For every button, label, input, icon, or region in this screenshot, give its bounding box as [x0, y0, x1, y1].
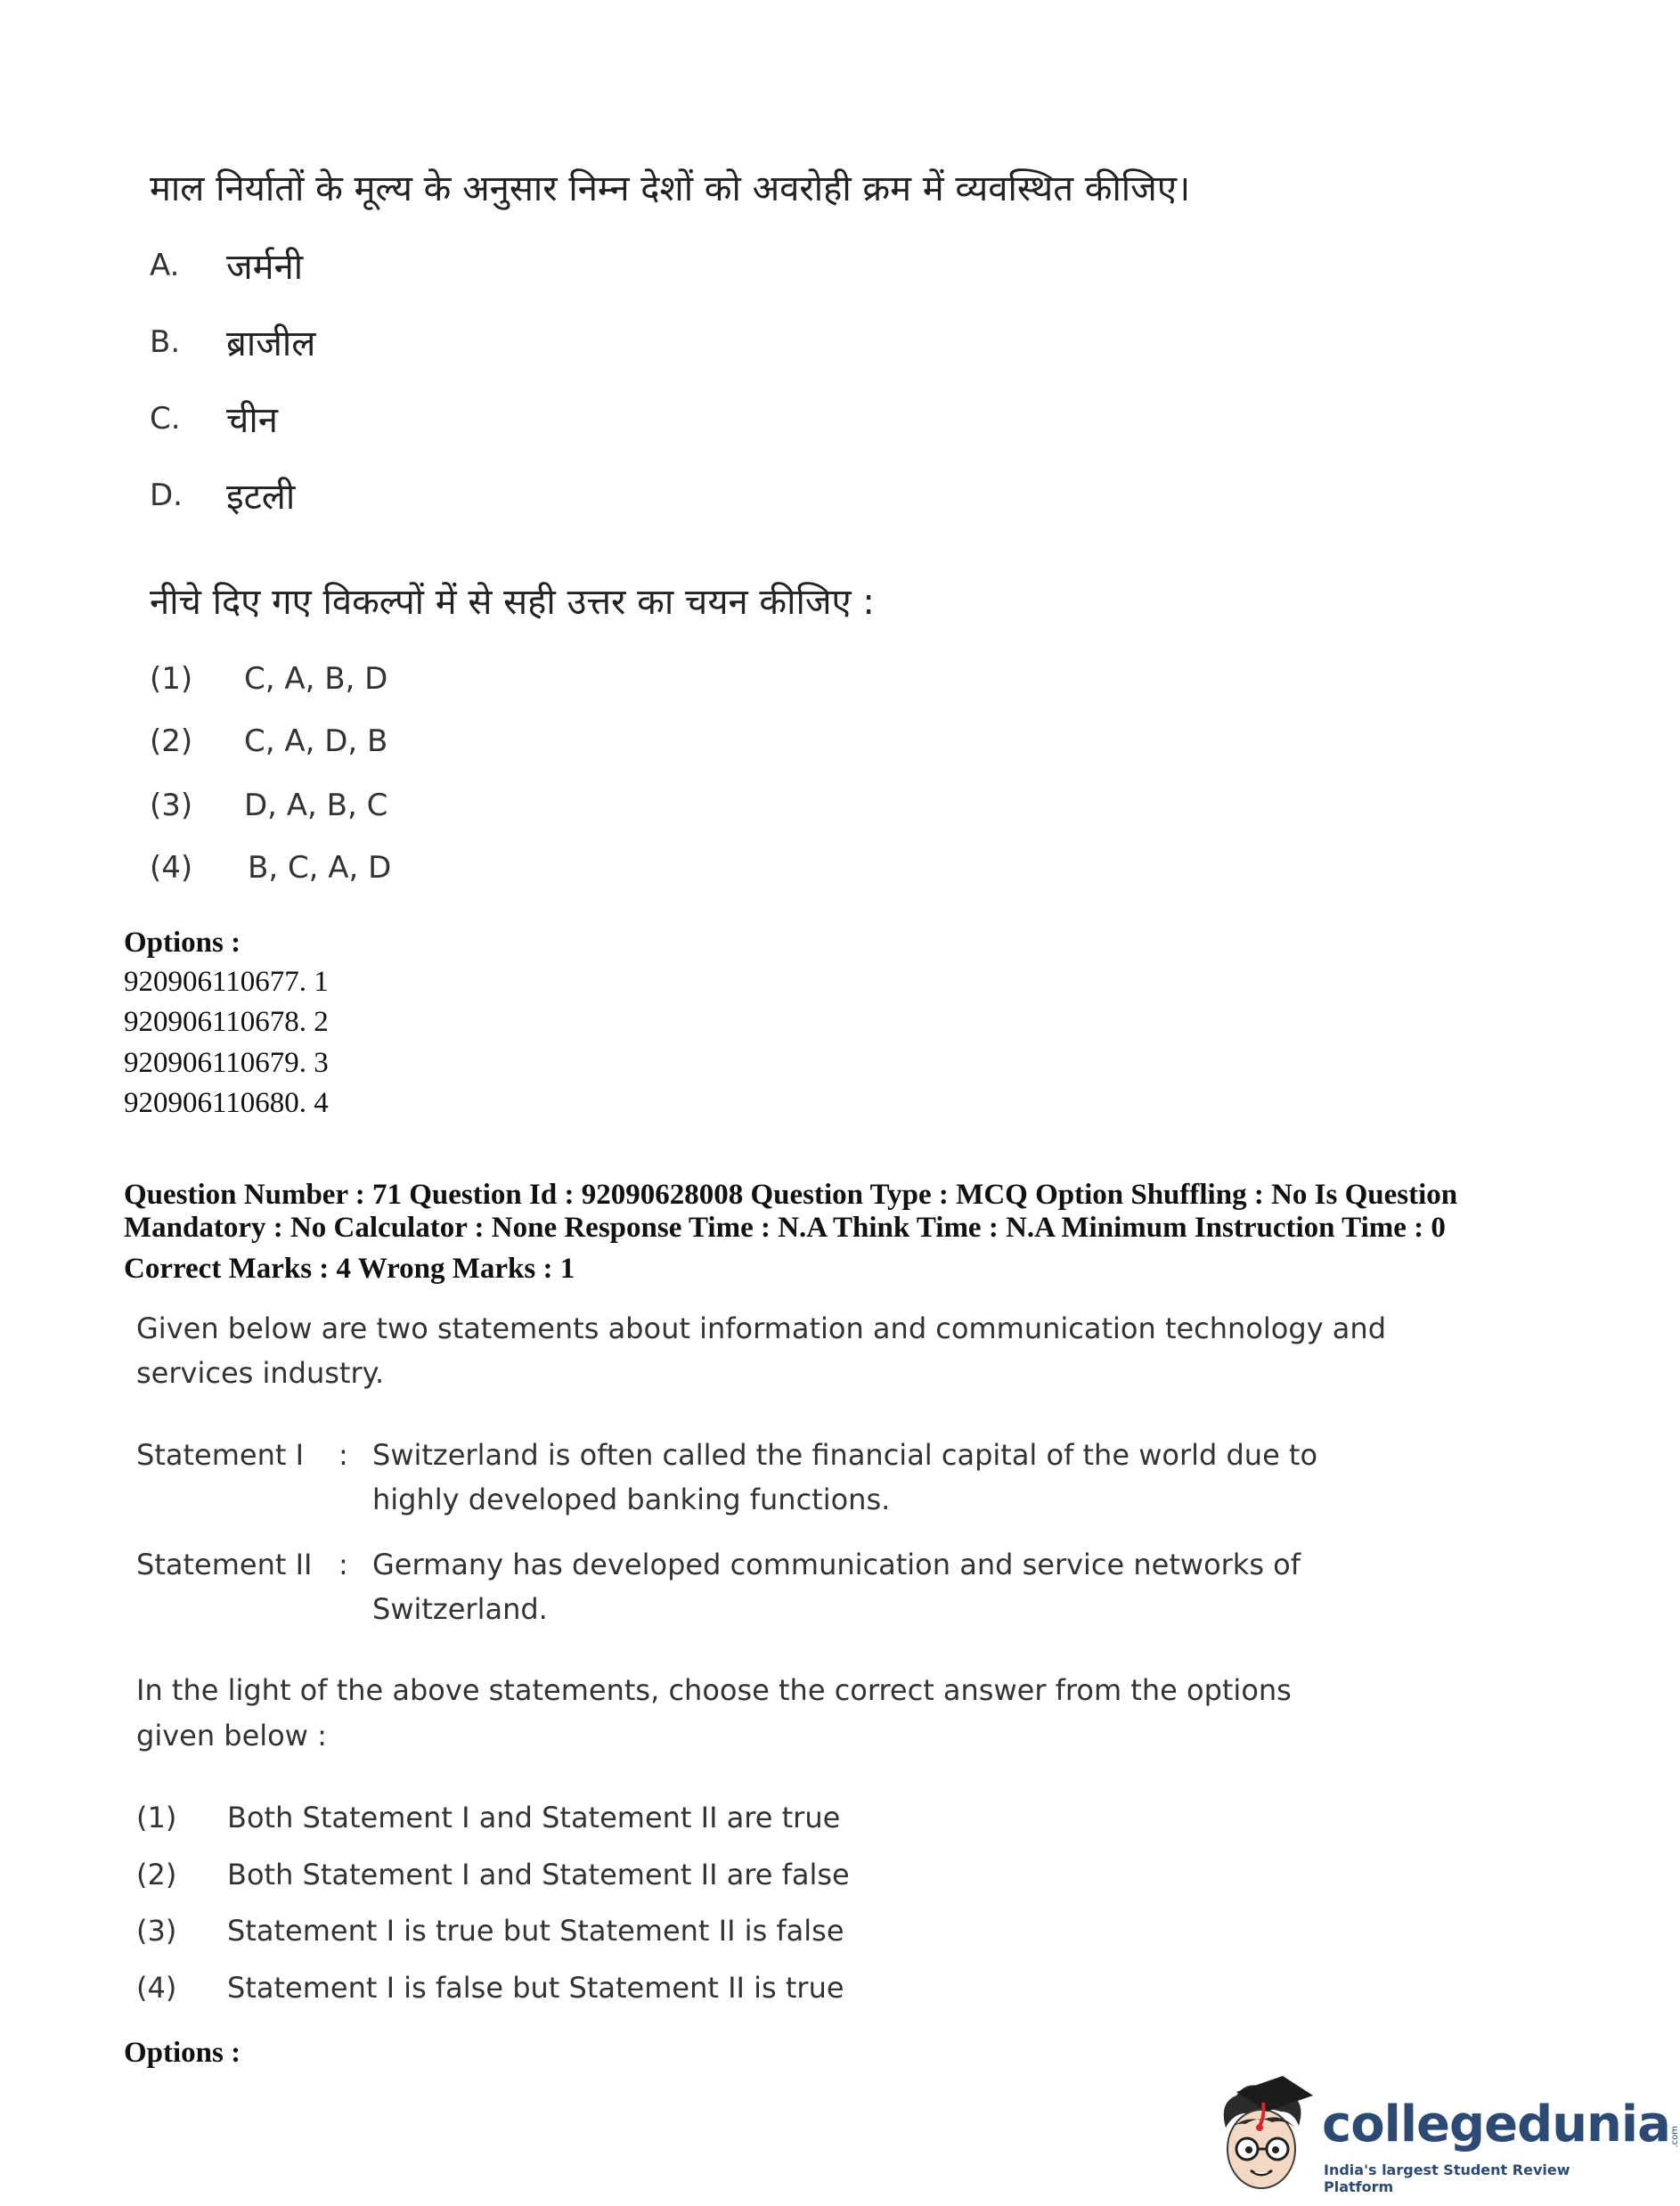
statement-1-line-2: highly developed banking functions. [372, 1483, 891, 1516]
option-id-1: 920906110677. 1 [124, 966, 329, 998]
q71-choice-text-4: Statement I is false but Statement II is true [227, 1971, 844, 2005]
statement-1-label: Statement I [136, 1438, 304, 1472]
choice-number-4: (4) [150, 850, 193, 886]
statement-2-colon: : [338, 1548, 348, 1581]
answer-instruction: नीचे दिए गए विकल्पों में से सही उत्तर का चयन कीजिए : [150, 582, 875, 623]
statement-2-line-2: Switzerland. [372, 1592, 548, 1626]
q71-choice-text-3: Statement I is true but Statement II is false [227, 1914, 844, 1948]
q71-choice-number-1: (1) [136, 1801, 177, 1834]
question-meta-line-3: Correct Marks : 4 Wrong Marks : 1 [124, 1253, 575, 1285]
choice-text-1: C, A, B, D [244, 661, 388, 697]
statement-2-line-1: Germany has developed communication and service networks of [372, 1548, 1301, 1581]
item-text-d: इटली [226, 477, 296, 518]
choice-text-3: D, A, B, C [244, 788, 388, 823]
q71-choice-number-3: (3) [136, 1914, 177, 1948]
intro-line-1: Given below are two statements about information and communication technology and [136, 1311, 1386, 1345]
statement-1-line-1: Switzerland is often called the financial capital of the world due to [372, 1438, 1318, 1472]
option-id-2: 920906110678. 2 [124, 1006, 329, 1038]
q71-choice-text-2: Both Statement I and Statement II are false [227, 1858, 850, 1891]
prompt-line-1: In the light of the above statements, choose the correct answer from the options [136, 1673, 1292, 1707]
question-meta-line-1: Question Number : 71 Question Id : 92090628008 Question Type : MCQ Option Shuffling : No Is Question [124, 1179, 1458, 1211]
choice-number-2: (2) [150, 723, 193, 759]
logo-suffix: .com [1669, 2126, 1680, 2148]
mascot-icon [1210, 2076, 1317, 2201]
logo-name: collegedunia [1322, 2096, 1670, 2153]
logo-wordmark [1322, 2096, 1680, 2153]
question-stem: माल निर्यातों के मूल्य के अनुसार निम्न देशों को अवरोही क्रम में व्यवस्थित कीजिए। [150, 168, 1191, 209]
item-letter-c: C. [150, 401, 181, 437]
question-meta-line-2: Mandatory : No Calculator : None Response Time : N.A Think Time : N.A Minimum Instruction Time : 0 [124, 1212, 1446, 1244]
item-text-b: ब्राजील [226, 323, 316, 364]
choice-text-4: B, C, A, D [248, 850, 392, 886]
statement-2-label: Statement II [136, 1548, 313, 1581]
option-id-4: 920906110680. 4 [124, 1087, 329, 1119]
item-letter-d: D. [150, 478, 183, 513]
choice-number-3: (3) [150, 788, 193, 823]
q71-options-label: Options : [124, 2037, 241, 2069]
statement-1-colon: : [338, 1438, 348, 1472]
choice-number-1: (1) [150, 661, 193, 697]
item-text-a: जर्मनी [226, 247, 304, 288]
logo-tagline: India's largest Student Review Platform [1324, 2161, 1570, 2195]
q71-choice-number-2: (2) [136, 1858, 177, 1891]
choice-text-2: C, A, D, B [244, 723, 388, 759]
item-letter-b: B. [150, 324, 181, 360]
option-id-3: 920906110679. 3 [124, 1047, 329, 1079]
q71-choice-number-4: (4) [136, 1971, 177, 2005]
prompt-line-2: given below : [136, 1719, 327, 1753]
intro-line-2: services industry. [136, 1356, 385, 1390]
options-label: Options : [124, 927, 241, 959]
item-letter-a: A. [150, 248, 180, 283]
q71-choice-text-1: Both Statement I and Statement II are true [227, 1801, 841, 1834]
item-text-c: चीन [226, 400, 278, 441]
